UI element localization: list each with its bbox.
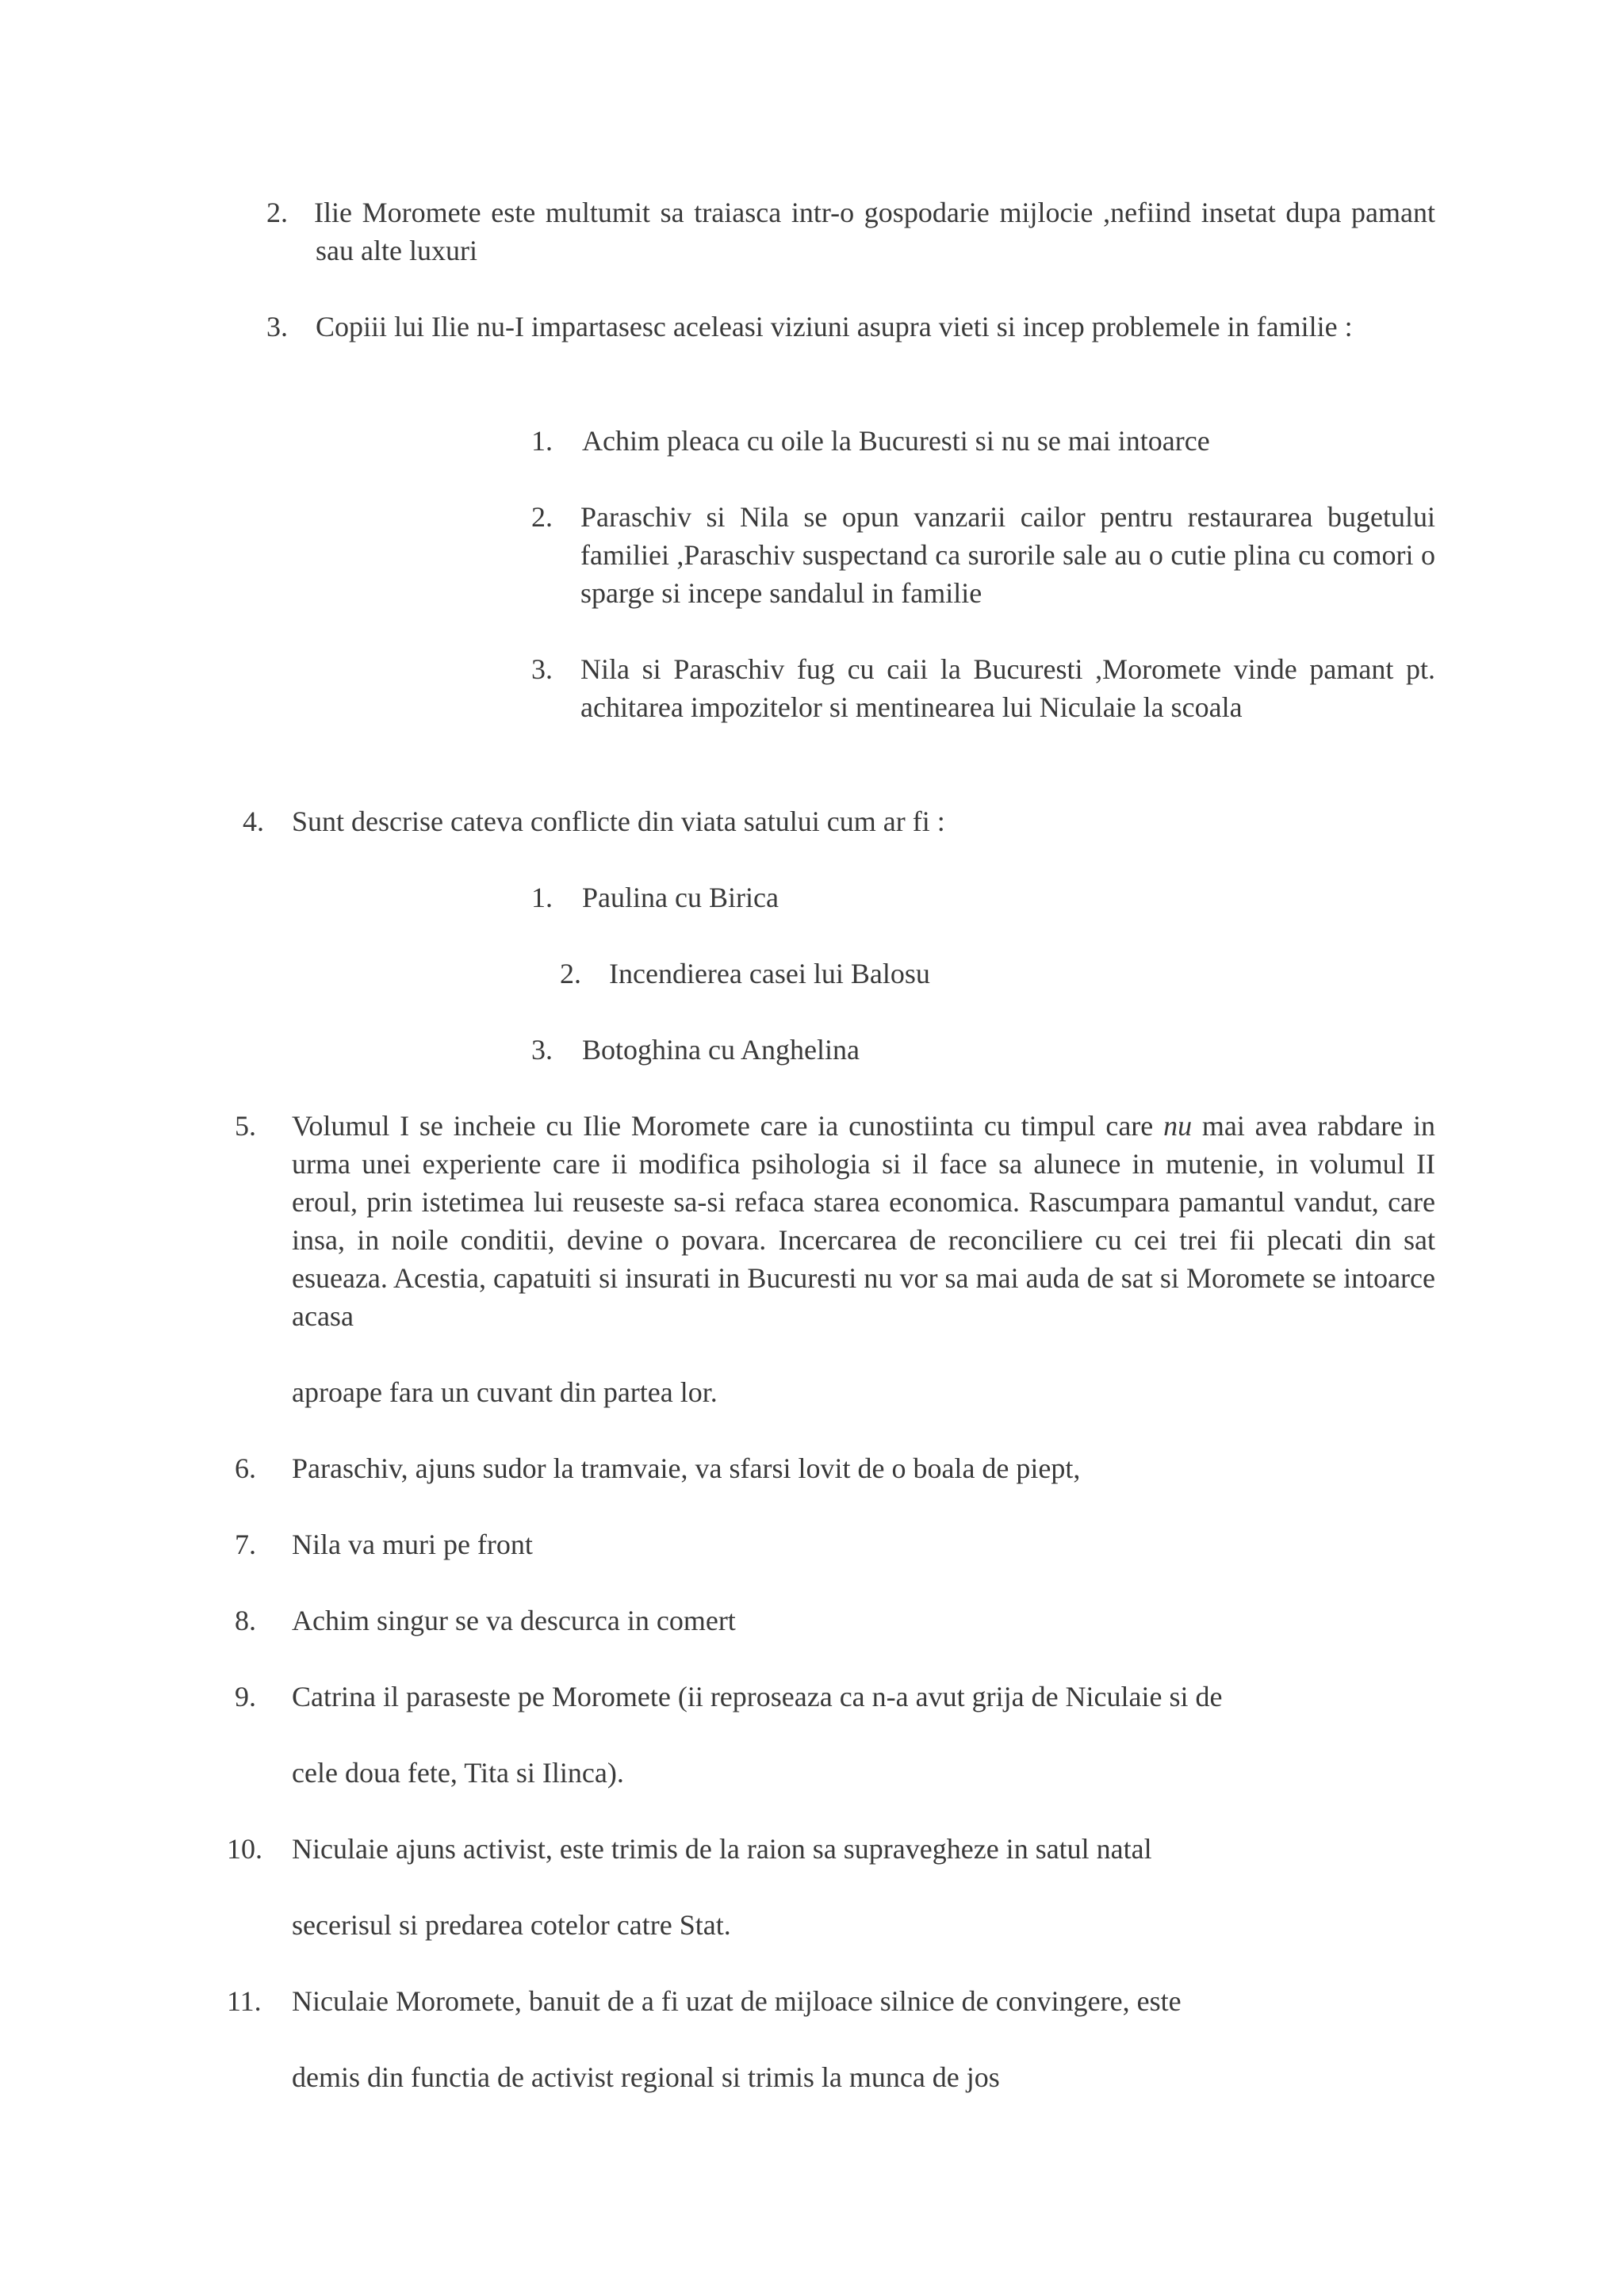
- list-text-line1: Niculaie Moromete, banuit de a fi uzat de mijloace silnice de convingere, este: [292, 1985, 1182, 2017]
- list-text: Sunt descrise cateva conflicte din viata satului cum ar fi :: [292, 806, 945, 837]
- list-text: Ilie Moromete este multumit sa traiasca intr-o gospodarie mijlocie ,nefiind insetat dupa pamant sau alte luxuri: [314, 197, 1435, 266]
- list-text: Achim pleaca cu oile la Bucuresti si nu se mai intoarce: [582, 425, 1210, 457]
- list-number: 2.: [266, 197, 288, 228]
- list-number: 1.: [531, 882, 553, 913]
- list-text: Botoghina cu Anghelina: [582, 1034, 860, 1066]
- list-text: Volumul I se incheie cu Ilie Moromete care ia cunostiinta cu timpul care nu mai avea rabdare in urma unei experiente care ii modifica psihologia si il face sa alunece in mutenie, in volumul II eroul, prin istetimea lui reuseste sa-si refaca starea economica. Rascumpara pamantul vandut, care insa, in noile conditii, devine o povara. Incercarea de reconciliere cu cei trei fii plecati din sat esueaza. Acestia, capatuiti si insurati in Bucuresti nu vor sa mai auda de sat si Moromete se intoarce acasa: [292, 1110, 1435, 1332]
- list-text-line2: demis din functia de activist regional si trimis la munca de jos: [292, 2061, 1000, 2093]
- list-text: Achim singur se va descurca in comert: [292, 1605, 736, 1636]
- list-number: 2.: [531, 501, 553, 533]
- list-text: Nila si Paraschiv fug cu caii la Bucuresti ,Moromete vinde pamant pt. achitarea impozitelor si mentinearea lui Niculaie la scoala: [580, 653, 1435, 723]
- list-number: 2.: [560, 958, 581, 989]
- list-number: 3.: [531, 1034, 553, 1066]
- list-text: Incendierea casei lui Balosu: [609, 958, 930, 989]
- list-text-line2: secerisul si predarea cotelor catre Stat.: [292, 1909, 731, 1941]
- list-text-line1: Niculaie ajuns activist, este trimis de la raion sa supravegheze in satul natal: [292, 1833, 1152, 1865]
- list-number: 4.: [243, 806, 264, 837]
- list-number: 7.: [235, 1529, 256, 1560]
- list-number: 3.: [266, 311, 288, 342]
- list-text: Copiii lui Ilie nu-I impartasesc aceleasi viziuni asupra vieti si incep problemele in familie :: [316, 311, 1353, 342]
- italic-word: nu: [1163, 1110, 1193, 1142]
- list-number: 6.: [235, 1452, 256, 1484]
- list-text: Paulina cu Birica: [582, 882, 779, 913]
- list-text-line1: Catrina il paraseste pe Moromete (ii reproseaza ca n-a avut grija de Niculaie si de: [292, 1681, 1223, 1712]
- list-text-last-line: aproape fara un cuvant din partea lor.: [292, 1376, 718, 1408]
- list-number: 3.: [531, 653, 553, 685]
- list-number: 10.: [227, 1833, 262, 1865]
- list-number: 9.: [235, 1681, 256, 1712]
- list-text: Nila va muri pe front: [292, 1529, 533, 1560]
- list-number: 11.: [227, 1985, 262, 2017]
- list-text: Paraschiv si Nila se opun vanzarii cailor pentru restaurarea bugetului familiei ,Paraschiv suspectand ca surorile sale au o cutie plina cu comori o sparge si incepe sandalul in familie: [580, 501, 1435, 609]
- list-text-line2: cele doua fete, Tita si Ilinca).: [292, 1757, 624, 1789]
- list-number: 8.: [235, 1605, 256, 1636]
- list-text: Paraschiv, ajuns sudor la tramvaie, va sfarsi lovit de o boala de piept,: [292, 1452, 1081, 1484]
- list-number: 1.: [531, 425, 553, 457]
- list-number: 5.: [235, 1110, 256, 1142]
